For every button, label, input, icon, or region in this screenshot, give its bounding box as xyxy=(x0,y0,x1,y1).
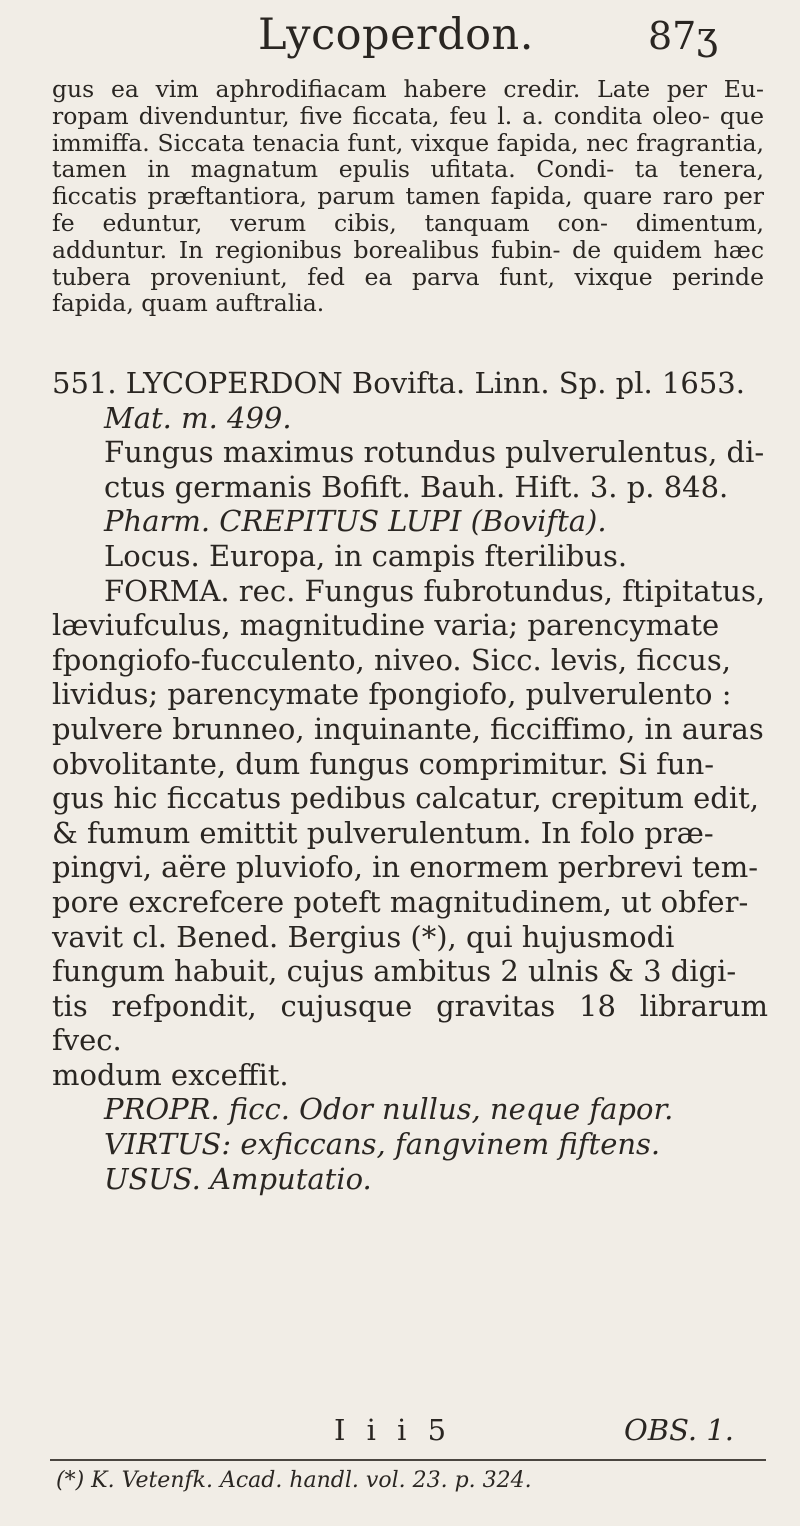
entry-line: ctus germanis Bofift. Bauh. Hift. 3. p. 848. xyxy=(104,469,729,504)
catchword: OBS. 1. xyxy=(624,1413,735,1447)
entry-line: Mat. m. 499. xyxy=(104,400,292,435)
page-number: 87ʒ xyxy=(648,14,718,58)
entry-line: fpongiofo-fucculento, niveo. Sicc. levis, ficcus, xyxy=(52,642,731,677)
entry-lycoperdon-bovista xyxy=(52,366,768,1196)
intro-paragraph xyxy=(52,76,764,317)
entry-line: lividus; parencymate fpongiofo, pulverulento : xyxy=(52,677,732,712)
entry-line: tis refpondit, cujusque gravitas 18 librarum fvec. xyxy=(52,988,768,1058)
entry-line: læviufculus, magnitudine varia; parencymate xyxy=(52,608,720,643)
entry-line: Pharm. CREPITUS LUPI (Bovifta). xyxy=(104,504,607,539)
entry-line: gus hic ficcatus pedibus calcatur, crepitum edit, xyxy=(52,781,760,816)
entry-line: pulvere brunneo, inquinante, ficciffimo, in auras xyxy=(52,711,764,746)
running-head-title: Lycoperdon. xyxy=(258,10,534,60)
entry-line: vavit cl. Bened. Bergius (*), qui hujusmodi xyxy=(52,919,675,954)
intro-paragraph-text: gus ea vim aphrodifiacam habere credir. Late per Eu- ropam divenduntur, five ficcata, feu l. a. condita oleo- que immiffa. Siccata tenacia funt, vixque fapida, nec fragrantia, tamen in magnatum epulis ufitata. Condi- ta tenera, ficcatis præftantiora, parum tamen fapida, quare raro per fe eduntur, verum cibis, tanquam con- dimentum, adduntur. In regionibus borealibus fubin- de quidem hæc tubera proveniunt, fed ea parva funt, vixque perinde fapida, quam auftralia. xyxy=(52,75,764,318)
entry-line: pore excrefcere poteft magnitudinem, ut obfer- xyxy=(52,884,749,919)
entry-line: PROPR. ficc. Odor nullus, neque fapor. xyxy=(104,1092,674,1127)
signature-line xyxy=(0,1413,800,1453)
entry-line: pingvi, aëre pluviofo, in enormem perbrevi tem- xyxy=(52,850,759,885)
signature-mark: I i i 5 xyxy=(334,1413,453,1447)
entry-line: USUS. Amputatio. xyxy=(104,1161,372,1196)
entry-line: Locus. Europa, in campis fterilibus. xyxy=(104,538,628,573)
running-head xyxy=(0,10,800,70)
entry-line: FORMA. rec. Fungus fubrotundus, ftipitatus, xyxy=(104,573,766,608)
entry-heading: 551. LYCOPERDON Bovifta. Linn. Sp. pl. 1653. xyxy=(52,366,745,400)
entry-line: obvolitante, dum fungus comprimitur. Si fun- xyxy=(52,746,715,781)
footnote-rule xyxy=(50,1459,766,1461)
entry-line: VIRTUS: exficcans, fangvinem fiftens. xyxy=(104,1127,661,1162)
footnote: (*) K. Vetenfk. Acad. handl. vol. 23. p. 324. xyxy=(56,1468,532,1493)
entry-line: Fungus maximus rotundus pulverulentus, di- xyxy=(104,435,765,470)
entry-line: modum exceffit. xyxy=(52,1057,289,1092)
entry-line: fungum habuit, cujus ambitus 2 ulnis & 3 digi- xyxy=(52,954,737,989)
entry-line: & fumum emittit pulverulentum. In folo præ- xyxy=(52,815,714,850)
